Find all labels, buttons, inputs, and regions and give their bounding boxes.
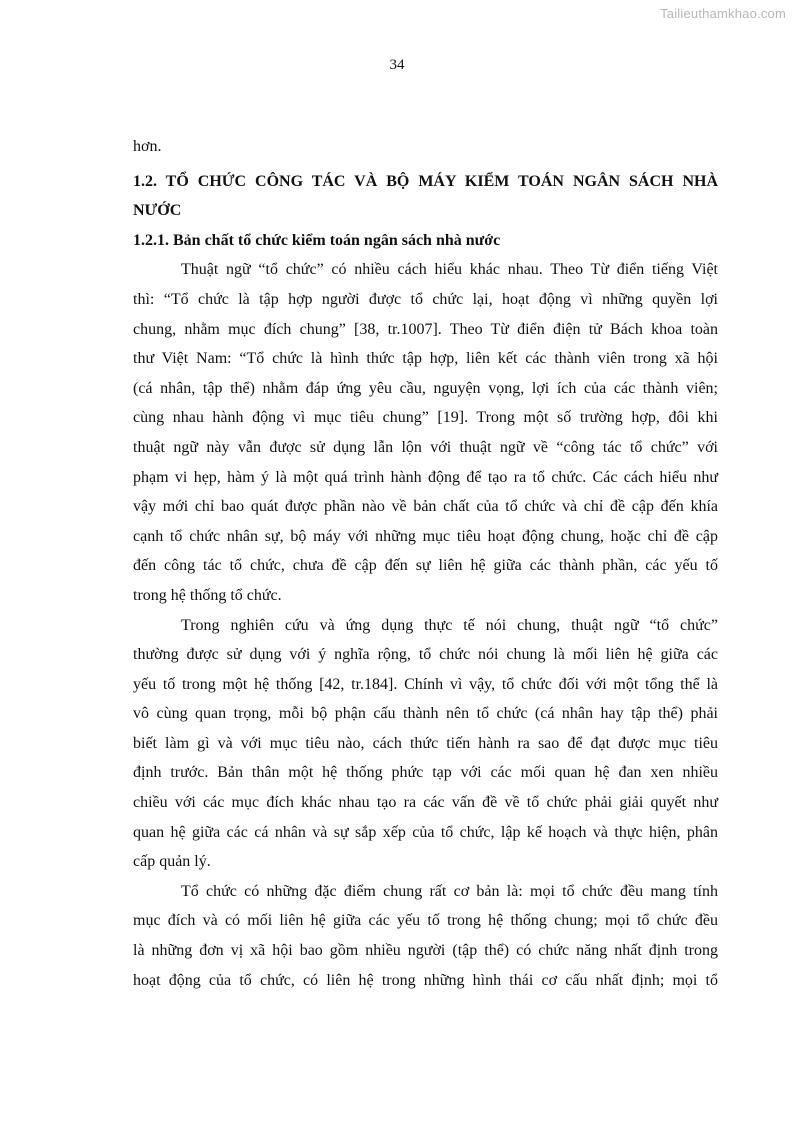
- paragraph-line: cấp quản lý.: [133, 853, 211, 871]
- subsection-heading: 1.2.1. Bản chất tổ chức kiểm toán ngân sách nhà nước: [133, 231, 501, 249]
- paragraph-line: thường được sử dụng với ý nghĩa rộng, tổ chức nói chung là mối liên hệ giữa các: [133, 646, 718, 664]
- paragraph-line: chiều với các mục đích khác nhau tạo ra các vấn đề về tổ chức phải giải quyết như: [133, 794, 718, 812]
- paragraph-line: trong hệ thống tổ chức.: [133, 586, 282, 604]
- paragraph-line: phạm vi hẹp, hàm ý là một quá trình hành động để tạo ra tổ chức. Các cách hiểu như: [133, 468, 718, 486]
- section-heading-line: 1.2. TỔ CHỨC CÔNG TÁC VÀ BỘ MÁY KIỂM TOÁN NGÂN SÁCH NHÀ: [133, 172, 718, 190]
- paragraph-line: đến công tác tổ chức, chưa đề cập đến sự liên hệ giữa các thành phần, các yếu tố: [133, 557, 718, 575]
- paragraph-line: thuật ngữ này vẫn được sử dụng lẫn lộn với thuật ngữ về “công tác tổ chức” với: [133, 438, 718, 456]
- paragraph-line: cạnh tổ chức nhân sự, bộ máy với những mục tiêu hoạt động chung, hoặc chỉ đề cập: [133, 527, 718, 545]
- paragraph-line: yếu tố trong một hệ thống [42, tr.184]. Chính vì vậy, tổ chức đối với một tổng thể là: [133, 675, 718, 693]
- paragraph-line: định trước. Bản thân một hệ thống phức tạp với các mối quan hệ đan xen nhiều: [133, 764, 718, 782]
- paragraph-line: thư Việt Nam: “Tổ chức là hình thức tập hợp, liên kết các thành viên trong xã hội: [133, 350, 718, 368]
- watermark: Tailieuthamkhao.com: [660, 6, 786, 21]
- paragraph-line: cùng nhau hành động vì mục tiêu chung” [19]. Trong một số trường hợp, đôi khi: [133, 409, 718, 427]
- paragraph-3: [133, 877, 718, 995]
- paragraph-line: mục đích và có mối liên hệ giữa các yếu tố trong hệ thống chung; mọi tổ chức đều: [133, 912, 718, 930]
- paragraph-line: quan hệ giữa các cá nhân và sự sắp xếp của tổ chức, lập kế hoạch và thực hiện, phân: [133, 823, 718, 841]
- paragraph-line: vô cùng quan trọng, mỗi bộ phận cấu thành nên tổ chức (cá nhân hay tập thể) phải: [133, 705, 718, 723]
- paragraph-line: Thuật ngữ “tổ chức” có nhiều cách hiểu khác nhau. Theo Từ điển tiếng Việt: [181, 261, 718, 279]
- leading-fragment: hơn.: [133, 138, 162, 155]
- document-body: [133, 132, 718, 995]
- section-heading-line: NƯỚC: [133, 202, 182, 220]
- paragraph-1: [133, 255, 718, 610]
- paragraph-line: chung, nhằm mục đích chung” [38, tr.1007]. Theo Từ điển điện tử Bách khoa toàn: [133, 320, 718, 338]
- paragraph-line: vậy mới chỉ bao quát được phần nào về bản chất của tổ chức và chỉ đề cập đến khía: [133, 498, 718, 516]
- paragraph-2: [133, 611, 718, 877]
- paragraph-line: thì: “Tổ chức là tập hợp người được tổ chức lại, hoạt động vì những quyền lợi: [133, 290, 718, 308]
- paragraph-line: hoạt động của tổ chức, có liên hệ trong những hình thái cơ cấu nhất định; mọi tổ: [133, 971, 718, 989]
- paragraph-line: biết làm gì và với mục tiêu nào, cách thức tiến hành ra sao để đạt được mục tiêu: [133, 734, 718, 752]
- paragraph-line: Trong nghiên cứu và ứng dụng thực tế nói chung, thuật ngữ “tổ chức”: [181, 616, 718, 634]
- page-number: 34: [389, 57, 405, 73]
- paragraph-line: là những đơn vị xã hội bao gồm nhiều người (tập thể) có chức năng nhất định trong: [133, 942, 718, 960]
- paragraph-line: (cá nhân, tập thể) nhằm đáp ứng yêu cầu, nguyện vọng, lợi ích của các thành viên;: [133, 379, 718, 397]
- paragraph-line: Tổ chức có những đặc điểm chung rất cơ bản là: mọi tổ chức đều mang tính: [181, 882, 718, 900]
